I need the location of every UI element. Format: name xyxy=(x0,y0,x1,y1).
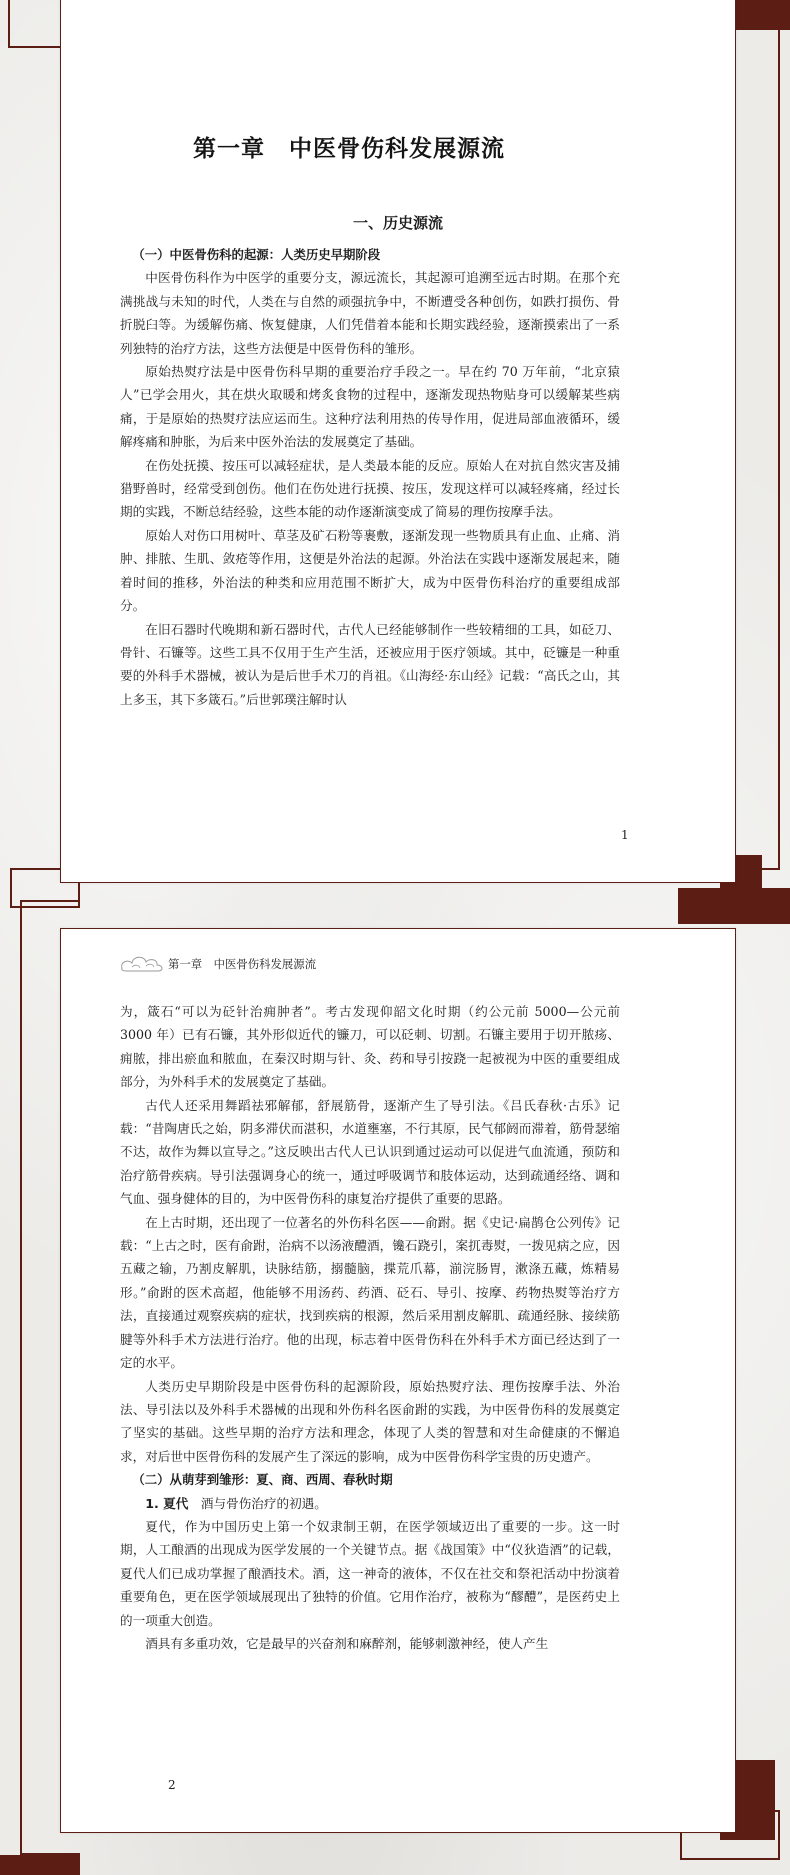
paragraph: 为，箴石“可以为砭针治痈肿者”。考古发现仰韶文化时期（约公元前 5000—公元前 3000 年）已有石镰，其外形似近代的镰刀，可以砭刺、切割。石镰主要用于切开脓疡、痈脓，排出瘀血和脓血，在秦汉时期与针、灸、药和导引按跷一起被视为中医的重要组成部分，为外科手术的发展奠定了基础。 xyxy=(120,1004,620,1090)
chapter-title: 第一章 中医骨伤科发展源流 xyxy=(193,135,505,162)
page-number: 1 xyxy=(621,828,629,842)
item-number: 1. 夏代 xyxy=(145,1495,189,1511)
page-number: 2 xyxy=(168,1778,176,1792)
paragraph: 原始热熨疗法是中医骨伤科早期的重要治疗手段之一。早在约 70 万年前，“北京猿人”已学会用火，其在烘火取暖和烤炙食物的过程中，逐渐发现热物贴身可以缓解某些病痛，于是原始的热熨疗法应运而生。这种疗法利用热的传导作用，促进局部血液循环，缓解疼痛和肿胀，为后来中医外治法的发展奠定了基础。 xyxy=(120,364,620,450)
page-1-body xyxy=(120,243,620,711)
frame-block-top-right xyxy=(731,0,790,30)
item-title-xia xyxy=(120,1492,620,1515)
item-text: 酒与骨伤治疗的初遇。 xyxy=(188,1495,327,1511)
subheading-xia-shang-zhou: （二）从萌芽到雏形：夏、商、西周、春秋时期 xyxy=(132,1472,393,1488)
cloud-icon xyxy=(118,950,166,976)
paragraph: 人类历史早期阶段是中医骨伤科的起源阶段，原始热熨疗法、理伤按摩手法、外治法、导引法以及外科手术器械的出现和外伤科名医俞跗的实践，为中医骨伤科的发展奠定了坚实的基础。这些早期的治疗方法和理念，体现了人类的智慧和对生命健康的不懈追求，对后世中医骨伤科的发展产生了深远的影响，成为中医骨伤科学宝贵的历史遗产。 xyxy=(120,1378,620,1464)
frame-block-bottom-left xyxy=(0,1855,80,1875)
running-header xyxy=(118,946,658,978)
frame-block-mid-right-2 xyxy=(678,888,790,924)
paragraph: 原始人对伤口用树叶、草茎及矿石粉等裹敷，逐渐发现一些物质具有止血、止痛、消肿、排脓、生肌、敛疮等作用，这便是外治法的起源。外治法在实践中逐渐发展起来，随着时间的推移，外治法的种类和应用范围不断扩大，成为中医骨伤科治疗的重要组成部分。 xyxy=(120,527,620,614)
paragraph: 夏代，作为中国历史上第一个奴隶制王朝，在医学领域迈出了重要的一步。这一时期，人工酿酒的出现成为医学发展的一个关键节点。据《战国策》中“仪狄造酒”的记载，夏代人们已成功掌握了酿酒技术。酒，这一神奇的液体，不仅在社交和祭祀活动中扮演着重要角色，更在医学领域展现出了独特的价值。它用作治疗，被称为“醪醴”，是医药史上的一项重大创造。 xyxy=(120,1518,620,1628)
paragraph: 在旧石器时代晚期和新石器时代，古代人已经能够制作一些较精细的工具，如砭刀、骨针、石镰等。这些工具不仅用于生产生活，还被应用于医疗领域。其中，砭镰是一种重要的外科手术器械，被认为是后世手术刀的肖祖。《山海经·东山经》记载：“高氏之山，其上多玉，其下多箴石。”后世郭璞注解时认 xyxy=(120,621,620,707)
running-header-title: 第一章 中医骨伤科发展源流 xyxy=(168,957,317,971)
paragraph: 古代人还采用舞蹈祛邪解郁，舒展筋骨，逐渐产生了导引法。《吕氏春秋·古乐》记载：“昔陶唐氏之始，阴多滞伏而湛积，水道壅塞，不行其原，民气郁阏而滞着，筋骨瑟缩不达，故作为舞以宣导之。”这反映出古代人已认识到通过运动可以促进气血流通，预防和治疗筋骨疾病。导引法强调身心的统一，通过呼吸调节和肢体运动，达到疏通经络、调和气血、强身健体的目的，为中医骨伤科的康复治疗提供了重要的思路。 xyxy=(120,1097,620,1207)
paragraph: 中医骨伤科作为中医学的重要分支，源远流长，其起源可追溯至远古时期。在那个充满挑战与未知的时代，人类在与自然的顽强抗争中，不断遭受各种创伤，如跌打损伤、骨折脱臼等。为缓解伤痛、恢复健康，人们凭借着本能和长期实践经验，逐渐摸索出了一系列独特的治疗方法，这些方法便是中医骨伤科的雏形。 xyxy=(120,270,620,356)
page-2-body xyxy=(120,1000,620,1655)
subheading-origin: （一）中医骨伤科的起源：人类历史早期阶段 xyxy=(132,247,381,262)
paragraph: 酒具有多重功效，它是最早的兴奋剂和麻醉剂，能够刺激神经，使人产生 xyxy=(145,1635,549,1651)
paragraph: 在伤处抚摸、按压可以减轻症状，是人类最本能的反应。原始人在对抗自然灾害及捕猎野兽时，经常受到创伤。他们在伤处进行抚摸、按压，发现这样可以减轻疼痛，经过长期的实践，不断总结经验，这些本能的动作逐渐演变成了简易的理伤按摩手法。 xyxy=(120,457,620,520)
section-title: 一、历史源流 xyxy=(352,214,443,232)
frame-line-top-left xyxy=(8,0,68,48)
paragraph: 在上古时期，还出现了一位著名的外伤科名医——俞跗。据《史记·扁鹊仓公列传》记载：“上古之时，医有俞跗，治病不以汤液醴酒，镵石跷引，案扤毒熨，一拨见病之应，因五藏之输，乃割皮解肌，诀脉结筋，搦髓脑，揲荒爪幕，湔浣肠胃，漱涤五藏，炼精易形。”俞跗的医术高超，他能够不用汤药、药酒、砭石、导引、按摩、药物热熨等治疗方法，直接通过观察疾病的症状，找到疾病的根源，然后采用割皮解肌、疏通经脉、接续筋腱等外科手术方法进行治疗。他的出现，标志着中医骨伤科在外科手术方面已经达到了一定的水平。 xyxy=(120,1214,620,1371)
